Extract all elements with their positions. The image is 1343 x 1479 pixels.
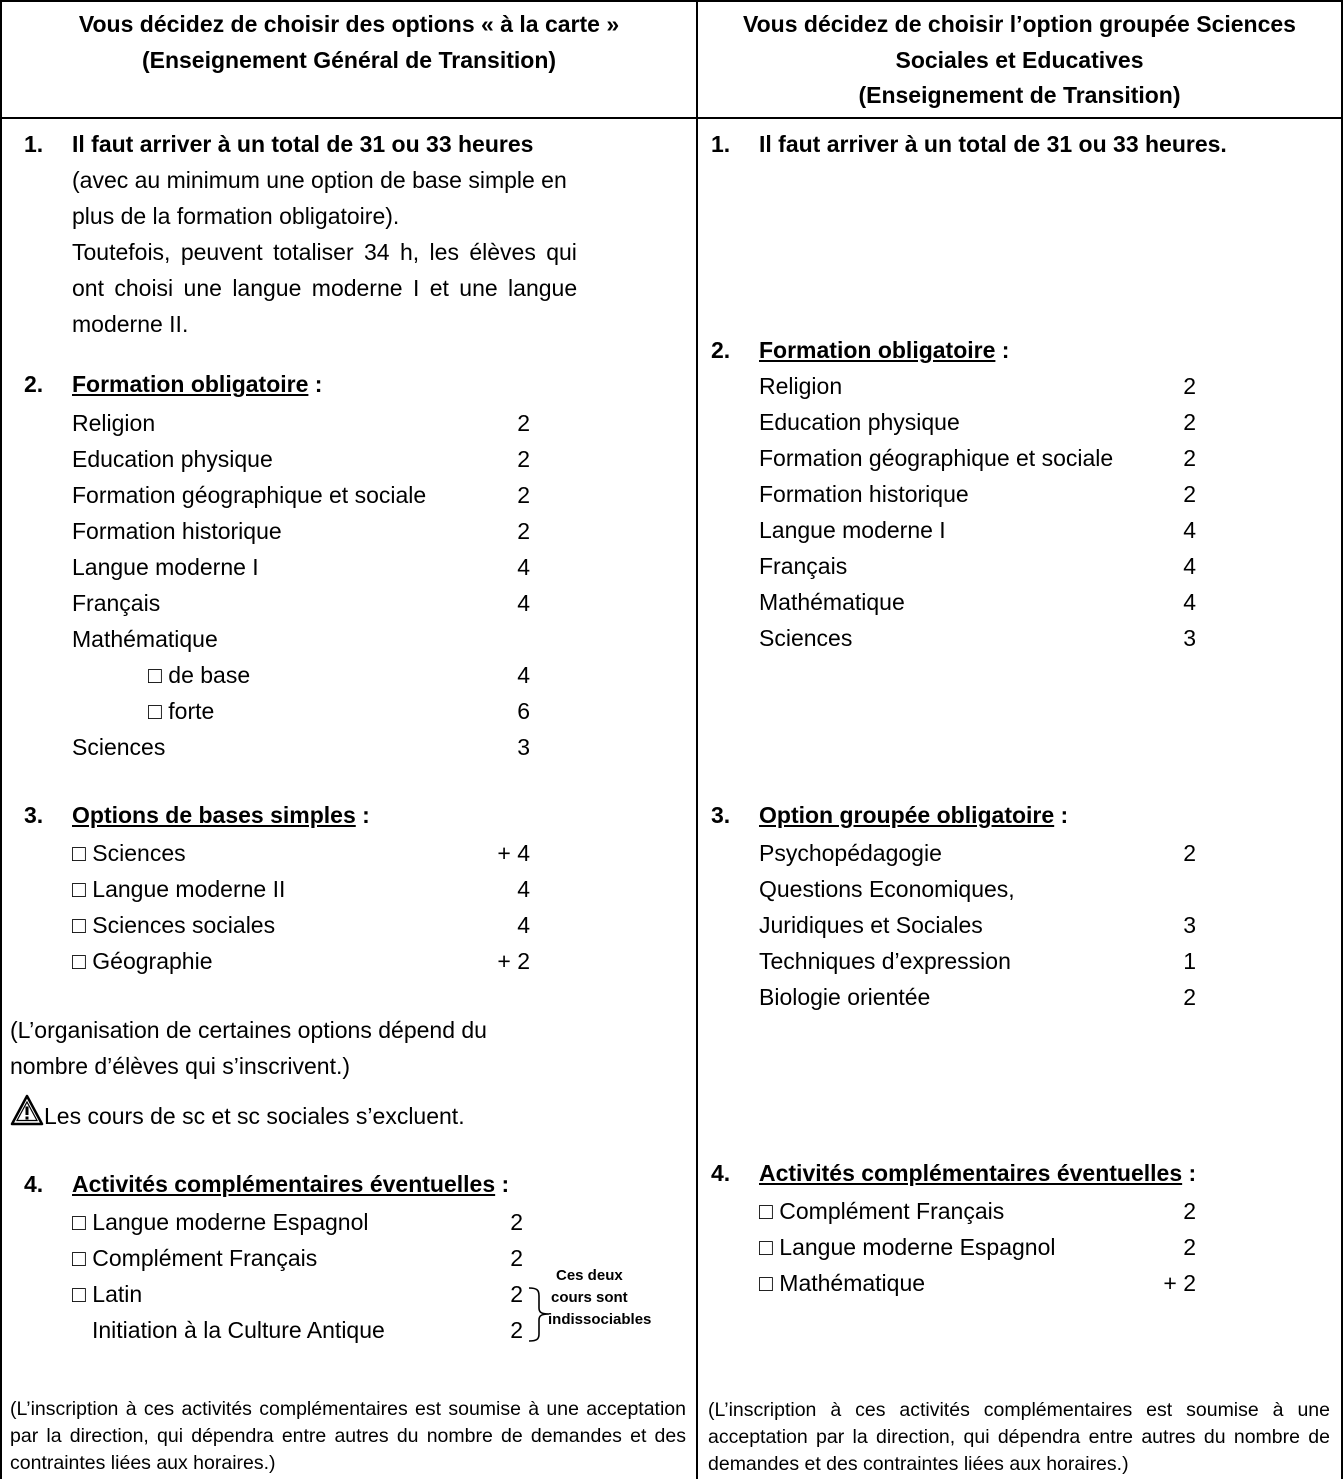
- right-s1-title: Il faut arriver à un total de 31 ou 33 heures.: [759, 131, 1227, 157]
- checkbox-option-label[interactable]: □ Latin: [72, 1281, 143, 1307]
- right-s2-colon: :: [995, 337, 1010, 363]
- column-divider: [696, 0, 698, 1479]
- left-s3-note-line: (L’organisation de certaines options dépend du: [10, 1017, 487, 1043]
- right-header-line: (Enseignement de Transition): [858, 82, 1181, 108]
- checkbox-option-label[interactable]: □ Mathématique: [759, 1270, 926, 1296]
- checkbox-option-label[interactable]: □ de base: [148, 662, 251, 688]
- list-item-label: Juridiques et Sociales: [759, 912, 983, 938]
- list-item-value: 4: [1183, 553, 1196, 579]
- list-item-value: 4: [517, 590, 530, 616]
- list-item-label: Sciences: [72, 734, 166, 760]
- list-item-label: Questions Economiques,: [759, 876, 1015, 902]
- right-s4-number: 4.: [711, 1160, 731, 1186]
- left-s1-title: Il faut arriver à un total de 31 ou 33 heures: [72, 131, 534, 157]
- list-item-label: Mathématique: [759, 589, 905, 615]
- right-s1-number: 1.: [711, 131, 731, 157]
- list-item-label: Sciences: [759, 625, 853, 651]
- left-s2-title: Formation obligatoire: [72, 371, 309, 397]
- list-item-value: 2: [1183, 445, 1196, 471]
- checkbox-option-label[interactable]: □ forte: [148, 698, 215, 724]
- list-item-value: 2: [517, 446, 530, 472]
- list-item-value: 2: [517, 518, 530, 544]
- list-item-value: 4: [1183, 517, 1196, 543]
- left-header-line: Vous décidez de choisir des options « à la carte »: [78, 11, 620, 37]
- left-header-line: (Enseignement Général de Transition): [141, 47, 557, 73]
- list-item-value: 2: [510, 1209, 523, 1235]
- list-item-value: 2: [517, 482, 530, 508]
- list-item-label: Initiation à la Culture Antique: [92, 1317, 385, 1343]
- list-item-value: 4: [517, 876, 530, 902]
- left-s4-note: (L’inscription à ces activités complémentaires est soumise à une acceptation par la direction, qui dépendra entre autres du nombre de demandes et des contraintes liées aux horaires.): [10, 1398, 686, 1474]
- list-item-label: Mathématique: [72, 626, 218, 652]
- right-s3-number: 3.: [711, 802, 731, 828]
- list-item-value: 2: [1183, 373, 1196, 399]
- left-s1-line: Toutefois, peuvent totaliser 34 h, les élèves qui: [72, 239, 577, 265]
- list-item-value: 4: [517, 912, 530, 938]
- left-s2-number: 2.: [24, 371, 44, 397]
- left-s4-title: Activités complémentaires éventuelles: [72, 1171, 496, 1197]
- left-s3-number: 3.: [24, 802, 44, 828]
- list-item-value: 2: [1183, 1198, 1196, 1224]
- header-divider: [0, 117, 1343, 119]
- left-s4-colon: :: [495, 1171, 510, 1197]
- checkbox-option-label[interactable]: □ Sciences sociales: [72, 912, 276, 938]
- left-s3-colon: :: [355, 802, 370, 828]
- list-item-value: 2: [1183, 481, 1196, 507]
- list-item-label: Formation géographique et sociale: [72, 482, 427, 508]
- list-item-value: 4: [1183, 589, 1196, 615]
- bracket-note-line: cours sont: [551, 1289, 628, 1306]
- right-s3-heading: [759, 797, 1068, 833]
- list-item-value: 2: [510, 1281, 523, 1307]
- left-s1-line: plus de la formation obligatoire).: [72, 203, 400, 229]
- list-item-label: Psychopédagogie: [759, 840, 942, 866]
- checkbox-option-label[interactable]: □ Langue moderne II: [72, 876, 286, 902]
- right-header-line: Vous décidez de choisir l’option groupée Sciences: [743, 11, 1296, 37]
- left-s4-heading: [72, 1166, 509, 1202]
- list-item-value: 2: [510, 1245, 523, 1271]
- checkbox-option-label[interactable]: □ Langue moderne Espagnol: [759, 1234, 1056, 1260]
- list-item-value: 4: [517, 554, 530, 580]
- left-s3-heading: [72, 797, 370, 833]
- list-item-label: Formation géographique et sociale: [759, 445, 1114, 471]
- list-item-value: 2: [1183, 409, 1196, 435]
- list-item-value: 2: [1183, 840, 1196, 866]
- left-s3-warning-text: Les cours de sc et sc sociales s’excluent.: [44, 1103, 465, 1129]
- right-header-line: Sociales et Educatives: [895, 47, 1144, 73]
- list-item-label: Education physique: [759, 409, 960, 435]
- right-s4-heading: [759, 1155, 1196, 1191]
- left-s1-line: (avec au minimum une option de base simple en: [72, 167, 567, 193]
- checkbox-option-label[interactable]: □ Complément Français: [72, 1245, 318, 1271]
- left-s1-line: ont choisi une langue moderne I et une langue: [72, 275, 578, 301]
- checkbox-option-label[interactable]: □ Sciences: [72, 840, 186, 866]
- warning-icon: [10, 1094, 44, 1126]
- left-s1-line: moderne II.: [72, 311, 189, 337]
- right-s3-colon: :: [1054, 802, 1069, 828]
- list-item-value: 3: [1183, 912, 1196, 938]
- left-s3-note-line: nombre d’élèves qui s’inscrivent.): [10, 1053, 351, 1079]
- list-item-label: Religion: [72, 410, 156, 436]
- checkbox-option-label[interactable]: □ Complément Français: [759, 1198, 1005, 1224]
- list-item-label: Religion: [759, 373, 843, 399]
- left-header: [2, 6, 696, 78]
- list-item-value: 2: [1183, 984, 1196, 1010]
- left-s4-number: 4.: [24, 1171, 44, 1197]
- list-item-value: + 2: [1163, 1270, 1196, 1296]
- list-item-value: 3: [1183, 625, 1196, 651]
- list-item-value: 4: [517, 662, 530, 688]
- list-item-value: 6: [517, 698, 530, 724]
- list-item-value: 2: [1183, 1234, 1196, 1260]
- list-item-label: Techniques d’expression: [759, 948, 1011, 974]
- list-item-label: Langue moderne I: [72, 554, 259, 580]
- right-s4-colon: :: [1182, 1160, 1197, 1186]
- list-item-label: Formation historique: [759, 481, 969, 507]
- list-item-value: 1: [1183, 948, 1196, 974]
- right-s4-title: Activités complémentaires éventuelles: [759, 1160, 1183, 1186]
- list-item-value: 2: [510, 1317, 523, 1343]
- bracket-note-line: indissociables: [548, 1311, 652, 1328]
- bracket-note-line: Ces deux: [556, 1267, 623, 1284]
- right-s2-heading: [759, 332, 1009, 368]
- checkbox-option-label[interactable]: □ Géographie: [72, 948, 213, 974]
- list-item-value: + 4: [497, 840, 530, 866]
- left-s2-heading: [72, 366, 322, 402]
- list-item-value: 2: [517, 410, 530, 436]
- list-item-label: Education physique: [72, 446, 273, 472]
- list-item-label: Biologie orientée: [759, 984, 931, 1010]
- list-item-value: + 2: [497, 948, 530, 974]
- list-item-label: Langue moderne I: [759, 517, 946, 543]
- table-top-border: [0, 0, 1343, 2]
- checkbox-option-label[interactable]: □ Langue moderne Espagnol: [72, 1209, 369, 1235]
- list-item-label: Formation historique: [72, 518, 282, 544]
- left-s3-title: Options de bases simples: [72, 802, 356, 828]
- right-s2-number: 2.: [711, 337, 731, 363]
- list-item-label: Français: [72, 590, 161, 616]
- left-s2-colon: :: [308, 371, 323, 397]
- list-item-label: Français: [759, 553, 848, 579]
- right-s3-title: Option groupée obligatoire: [759, 802, 1055, 828]
- right-header: [698, 6, 1341, 112]
- table-left-border: [0, 0, 2, 1479]
- right-s2-title: Formation obligatoire: [759, 337, 996, 363]
- list-item-value: 3: [517, 734, 530, 760]
- right-s4-note: (L’inscription à ces activités complémentaires est soumise à une acceptation par la direction, qui dépendra entre autres du nombre de demandes et des contraintes liées aux horaires.): [708, 1399, 1330, 1475]
- left-s1-number: 1.: [24, 131, 44, 157]
